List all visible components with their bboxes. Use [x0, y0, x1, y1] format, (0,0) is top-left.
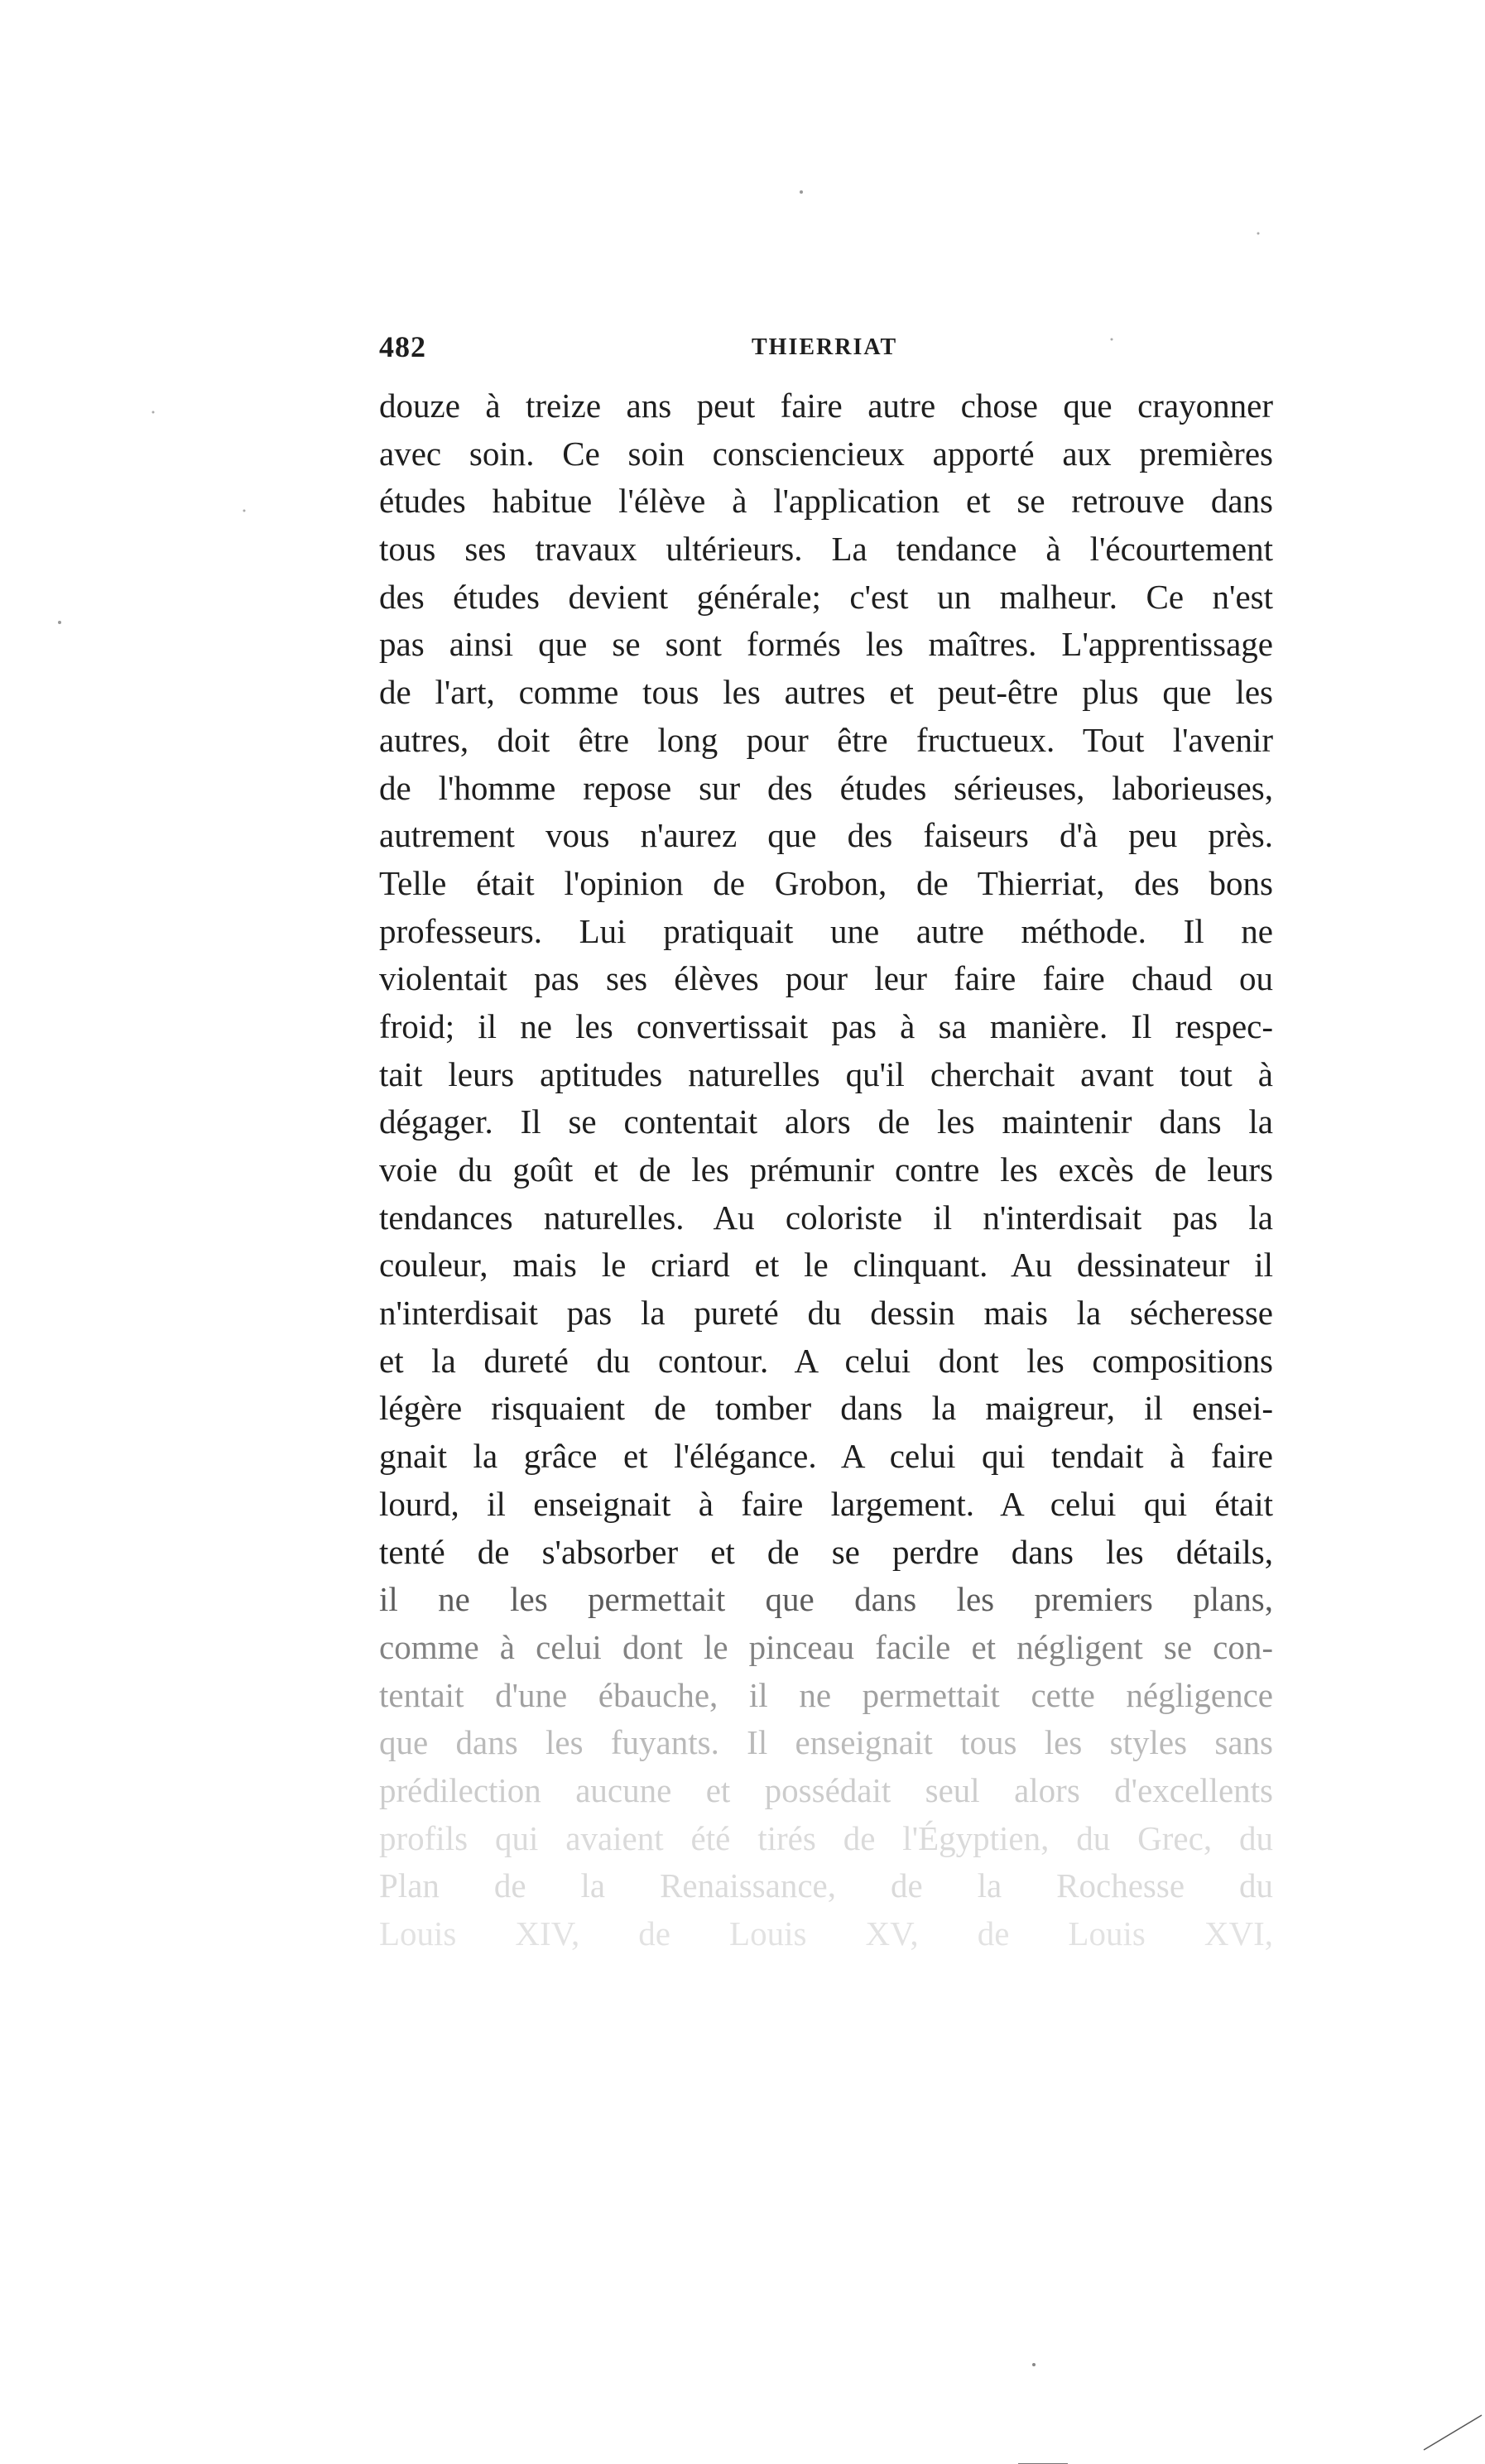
text-line: n'interdisait pas la pureté du dessin mais la sécheresse [379, 1294, 1273, 1333]
text-line: que dans les fuyants. Il enseignait tous les styles sans [379, 1723, 1273, 1762]
text-line: autres, doit être long pour être fructueux. Tout l'avenir [379, 720, 1273, 759]
text-line: de l'homme repose sur des études sérieuses, laborieuses, [379, 768, 1273, 807]
text-line: avec soin. Ce soin consciencieux apporté aux premières [379, 434, 1273, 473]
text-line: Plan de la Renaissance, de la Rochesse du [379, 1866, 1273, 1905]
text-line: tenté de s'absorber et de se perdre dans les détails, [379, 1532, 1273, 1571]
text-line: froid; il ne les convertissait pas à sa manière. Il respec- [379, 1006, 1273, 1045]
page-number: 482 [379, 330, 426, 363]
text-line: profils qui avaient été tirés de l'Égyptien, du Grec, du [379, 1818, 1273, 1857]
text-line: professeurs. Lui pratiquait une autre méthode. Il ne [379, 911, 1273, 950]
text-line: prédilection aucune et possédait seul alors d'excellents [379, 1770, 1273, 1809]
text-line: gnait la grâce et l'élégance. A celui qui tendait à faire [379, 1437, 1273, 1476]
text-line: tentait d'une ébauche, il ne permettait cette négligence [379, 1675, 1273, 1714]
text-line: dégager. Il se contentait alors de les maintenir dans la [379, 1102, 1273, 1141]
text-line: tendances naturelles. Au coloriste il n'interdisait pas la [379, 1198, 1273, 1237]
text-line: tous ses travaux ultérieurs. La tendance à l'écourtement [379, 530, 1273, 569]
text-line: études habitue l'élève à l'application et se retrouve dans [379, 482, 1273, 521]
text-line: pas ainsi que se sont formés les maîtres. L'apprentissage [379, 625, 1273, 664]
text-line: comme à celui dont le pinceau facile et négligent se con- [379, 1627, 1273, 1666]
text-line: Louis XIV, de Louis XV, de Louis XVI, [379, 1914, 1273, 1952]
text-line: Telle était l'opinion de Grobon, de Thierriat, des bons [379, 863, 1273, 902]
text-line: lourd, il enseignait à faire largement. A celui qui était [379, 1484, 1273, 1523]
text-line: il ne les permettait que dans les premiers plans, [379, 1580, 1273, 1619]
text-line: tait leurs aptitudes naturelles qu'il cherchait avant tout à [379, 1054, 1273, 1093]
body-text [379, 382, 1273, 1958]
text-line: des études devient générale; c'est un malheur. Ce n'est [379, 577, 1273, 616]
text-line: légère risquaient de tomber dans la maigreur, il ensei- [379, 1389, 1273, 1428]
page-header [379, 329, 1273, 371]
text-line: autrement vous n'aurez que des faiseurs d'à peu près. [379, 816, 1273, 855]
text-line: de l'art, comme tous les autres et peut-être plus que les [379, 673, 1273, 712]
text-line: et la dureté du contour. A celui dont les compositions [379, 1341, 1273, 1380]
text-line: couleur, mais le criard et le clinquant. Au dessinateur il [379, 1246, 1273, 1285]
text-line: douze à treize ans peut faire autre chose que crayonner [379, 387, 1273, 425]
text-line: voie du goût et de les prémunir contre les excès de leurs [379, 1150, 1273, 1189]
running-title: THIERRIAT [752, 334, 898, 360]
text-line: violentait pas ses élèves pour leur faire faire chaud ou [379, 959, 1273, 998]
